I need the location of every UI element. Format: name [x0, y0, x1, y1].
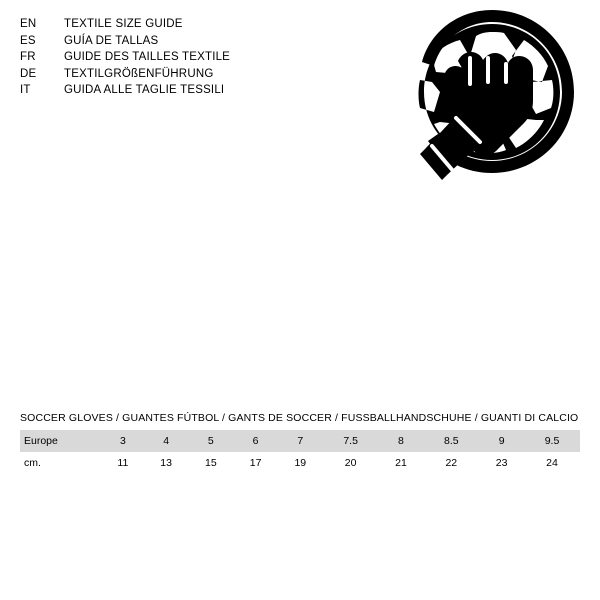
table-cell: 3: [119, 435, 126, 447]
table-cell: 8: [398, 435, 404, 447]
table-cell: 19: [294, 457, 307, 469]
row-label-europe: Europe: [24, 435, 58, 447]
table-row: [20, 452, 580, 474]
table-cell: 21: [395, 457, 407, 469]
table-cell: 13: [160, 457, 172, 469]
legend-row: [20, 66, 230, 83]
legend-row: [20, 16, 230, 33]
table-cell: 6: [252, 435, 259, 447]
language-legend: [20, 16, 230, 99]
table-cell: 22: [445, 457, 458, 469]
legend-language-text: GUIDA ALLE TAGLIE TESSILI: [64, 84, 225, 96]
legend-language-code: EN: [20, 18, 37, 30]
legend-row: [20, 49, 230, 66]
size-table: [20, 430, 580, 474]
legend-language-code: ES: [20, 34, 36, 47]
table-cell: 5: [207, 435, 214, 447]
legend-language-code: IT: [20, 84, 31, 96]
row-label-cm: cm.: [24, 457, 41, 469]
table-cell: 4: [163, 435, 170, 447]
table-cell: 23: [495, 457, 508, 469]
legend-language-text: TEXTILGRÖßENFÜHRUNG: [64, 67, 214, 80]
table-cell: 7.5: [343, 435, 358, 447]
table-cell: 15: [205, 457, 217, 469]
table-cell: 7: [297, 435, 304, 447]
legend-language-text: TEXTILE SIZE GUIDE: [64, 18, 183, 30]
legend-row: [20, 33, 230, 50]
table-cell: 24: [546, 457, 558, 469]
table-cell: 8.5: [444, 435, 459, 447]
size-chart: [20, 412, 580, 474]
legend-language-code: FR: [20, 51, 36, 63]
size-chart-title: SOCCER GLOVES / GUANTES FÚTBOL / GANTS DE SOCCER / FUSSBALLHANDSCHUHE / GUANTI DI CALCIO: [20, 412, 579, 424]
table-row: [20, 430, 580, 452]
legend-language-text: GUÍA DE TALLAS: [64, 34, 159, 47]
legend-language-text: GUIDE DES TAILLES TEXTILE: [64, 51, 231, 63]
legend-language-code: DE: [20, 67, 37, 80]
table-cell: 20: [344, 457, 357, 469]
table-cell: 17: [249, 457, 262, 469]
table-cell: 11: [117, 457, 129, 469]
goalkeeper-glove-and-ball-icon: [396, 8, 588, 194]
legend-row: [20, 82, 230, 99]
table-cell: 9.5: [544, 435, 560, 447]
table-cell: 9: [498, 435, 505, 447]
